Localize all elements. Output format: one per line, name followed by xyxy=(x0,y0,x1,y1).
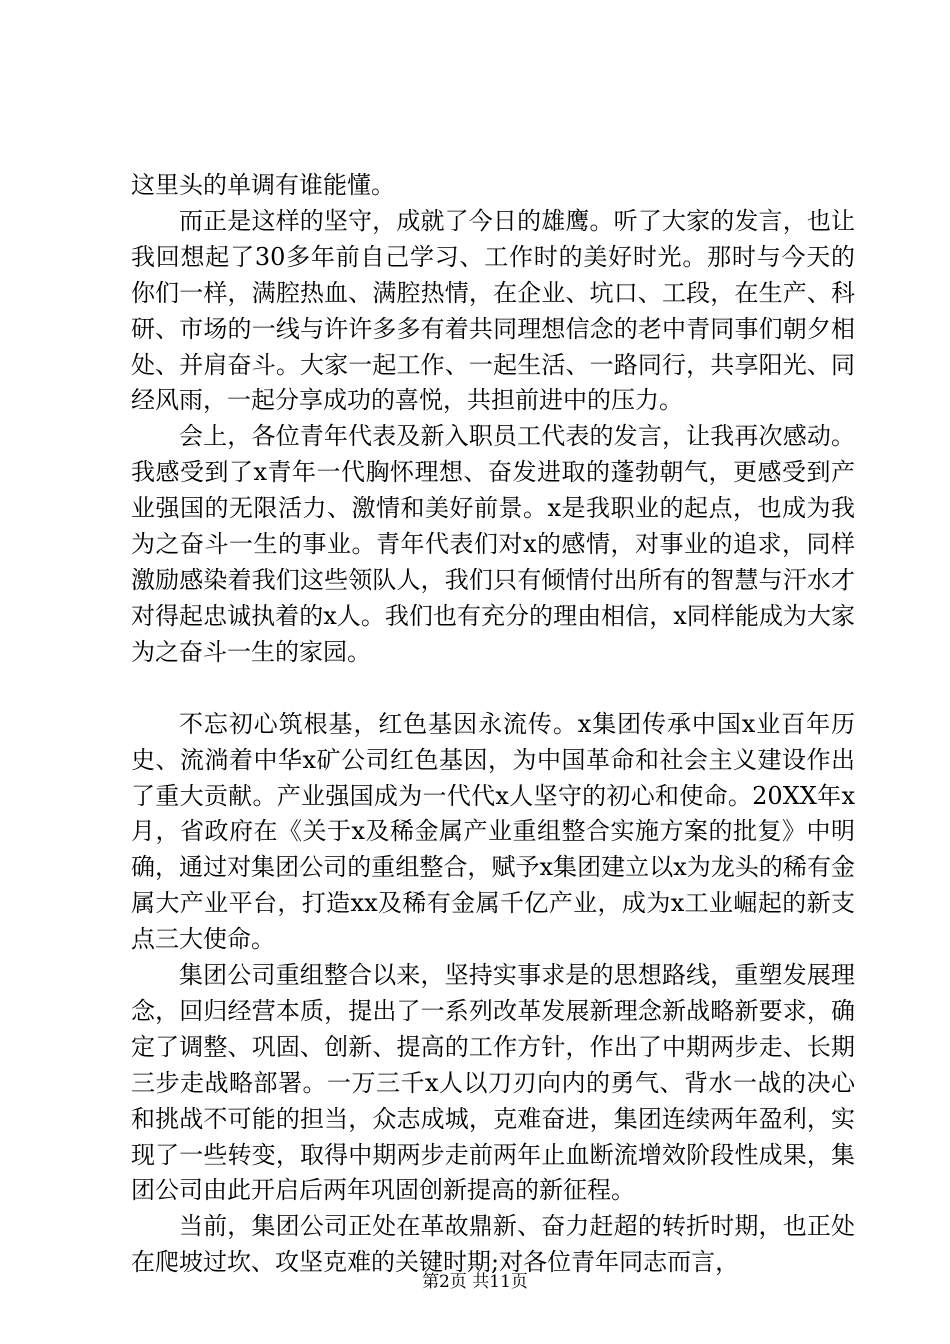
document-body xyxy=(131,168,855,1281)
paragraph-2: 而正是这样的坚守，成就了今日的雄鹰。听了大家的发言，也让我回想起了30多年前自己学习、工作时的美好时光。那时与今天的你们一样，满腔热血、满腔热情，在企业、坑口、工段，在生产、科研、市场的一线与许许多多有着共同理想信念的老中青同事们朝夕相处、并肩奋斗。大家一起工作、一起生活、一路同行，共享阳光、同经风雨，一起分享成功的喜悦，共担前进中的压力。 xyxy=(131,206,855,415)
page-number-footer: 第2页 共11页 xyxy=(422,1272,528,1292)
paragraph-5: 集团公司重组整合以来，坚持实事求是的思想路线，重塑发展理念，回归经营本质，提出了一系列改革发展新理念新战略新要求，确定了调整、巩固、创新、提高的工作方针，作出了中期两步走、长期三步走战略部署。一万三千x人以刀刃向内的勇气、背水一战的决心和挑战不可能的担当，众志成城，克难奋进，集团连续两年盈利，实现了一些转变，取得中期两步走前两年止血断流增效阶段性成果，集团公司由此开启后两年巩固创新提高的新征程。 xyxy=(131,961,855,1205)
paragraph-3: 会上，各位青年代表及新入职员工代表的发言，让我再次感动。我感受到了x青年一代胸怀理想、奋发进取的蓬勃朝气，更感受到产业强国的无限活力、激情和美好前景。x是我职业的起点，也成为我为之奋斗一生的事业。青年代表们对x的感情，对事业的追求，同样激励感染着我们这些领队人，我们只有倾情付出所有的智慧与汗水才对得起忠诚执着的x人。我们也有充分的理由相信，x同样能成为大家为之奋斗一生的家园。 xyxy=(131,422,855,666)
paragraph-4: 不忘初心筑根基，红色基因永流传。x集团传承中国x业百年历史、流淌着中华x矿公司红色基因，为中国革命和社会主义建设作出了重大贡献。产业强国成为一代代x人坚守的初心和使命。20XX年x月，省政府在《关于x及稀金属产业重组整合实施方案的批复》中明确，通过对集团公司的重组整合，赋予x集团建立以x为龙头的稀有金属大产业平台，打造xx及稀有金属千亿产业，成为x工业崛起的新支点三大使命。 xyxy=(131,709,855,954)
paragraph-6: 当前，集团公司正处在革故鼎新、奋力赶超的转折时期，也正处在爬坡过坎、攻坚克难的关键时期;对各位青年同志而言， xyxy=(131,1212,855,1277)
paragraph-1: 这里头的单调有谁能懂。 xyxy=(131,171,395,199)
